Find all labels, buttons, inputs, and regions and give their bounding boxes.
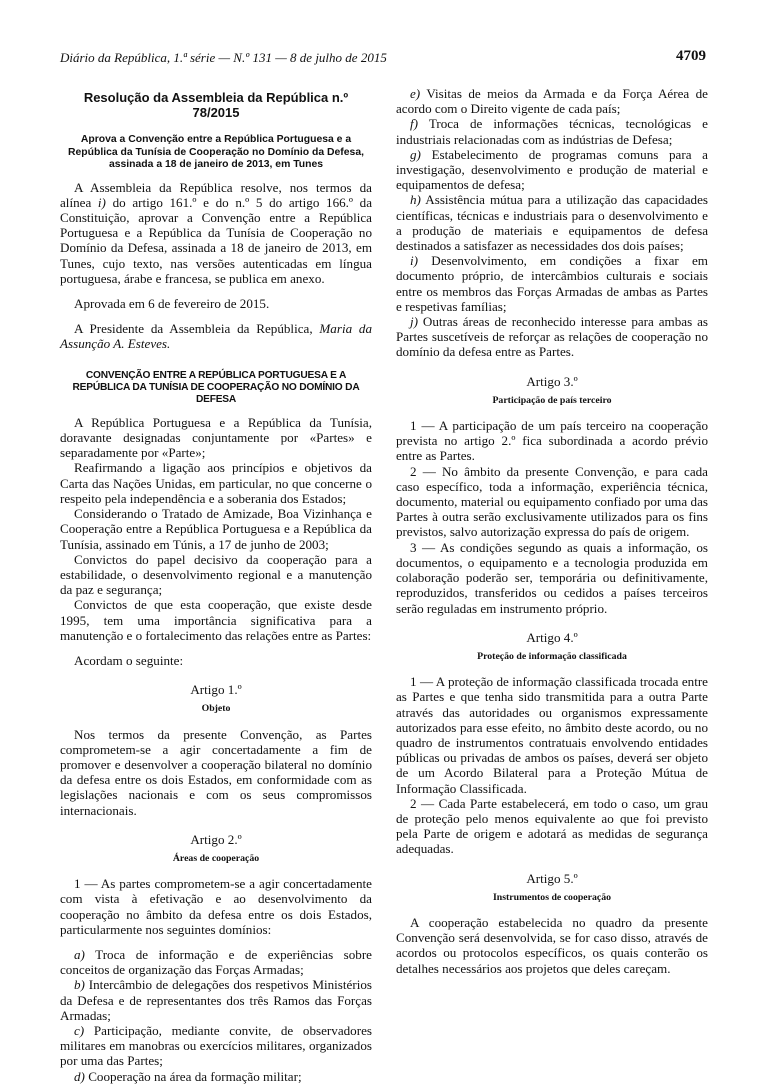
article-1-subheading: Objeto [201,703,231,715]
resolution-title: Resolução da Assembleia da República n.º 78/2015 [83,90,349,121]
article-4-heading: Artigo 4.º [526,629,578,645]
article-4-paragraph: 1 — A proteção de informação classificada trocada entre as Partes e que tenha sido transmitida para a outra Parte através das autoridades ou organismos expressamente autorizados para esse efeito, no âmbito deste acordo, ou no quadro de instrumentos contratuais envolvendo entidades públicas ou privadas de ambos os países, deverá ser objeto de um Acordo Bilateral para a Proteção Mútua de Informação Classificada. [396,674,708,796]
list-item: h) Assistência mútua para a utilização das capacidades científicas, técnicas e industriais para o desenvolvimento e a produção de materiais e equipamentos de defesa destinados a satisfazer as necessidades dos dois países; [396,192,708,254]
list-item: f) Troca de informações técnicas, tecnológicas e industriais relacionadas com as indústrias de Defesa; [396,116,708,147]
article-4-paragraph: 2 — Cada Parte estabelecerá, em todo o caso, um grau de proteção pelo menos equivalente ao que foi previsto pela Parte de origem e adotará as medidas de segurança adequadas. [396,795,708,857]
preamble-paragraph: Convictos do papel decisivo da cooperação para a estabilidade, o desenvolvimento regional e a manutenção da paz e segurança; [60,551,372,598]
resolution-subtitle: Aprova a Convenção entre a República Portuguesa e a República da Tunísia de Cooperação no Domínio da Defesa, assinada a 18 de janeiro de 2013, em Tunes [68,134,364,171]
list-item: b) Intercâmbio de delegações dos respetivos Ministérios da Defesa e de representantes dos três Ramos das Forças Armadas; [60,977,372,1023]
running-header: Diário da República, 1.ª série — N.º 131 — 8 de julho de 2015 [60,50,387,65]
article-3-subheading: Participação de país terceiro [492,394,612,406]
preamble-paragraph: Reafirmando a ligação aos princípios e objetivos da Carta das Nações Unidas, em particular, no que concerne o respeito pela independência e a soberania dos Estados; [60,460,372,506]
article-3-paragraph: 3 — As condições segundo as quais a informação, os documentos, o equipamento e a tecnologia produzida em colaboração poderão ser, temporária ou definitivamente, reproduzidos, transferidos ou cedidos a países terceiros serão reguladas em instrumento próprio. [396,539,708,616]
approval-date: Aprovada em 6 de fevereiro de 2015. [74,296,270,312]
article-2-intro: 1 — As partes comprometem-se a agir concertadamente com vista à efetivação e ao desenvolvimento da cooperação no âmbito da defesa entre os dois Estados, particularmente nos seguintes domínios: [60,876,372,937]
article-2-subheading: Áreas de cooperação [172,852,260,864]
resolution-body: A Assembleia da República resolve, nos termos da alínea i) do artigo 161.º e do n.º 5 do artigo 166.º da Constituição, aprovar a Convenção entre a República Portuguesa e a República da Tunísia de Cooperação no Domínio da Defesa, assinada a 18 de janeiro de 2013, em Tunes, cujo texto, nas versões autenticadas em língua portuguesa, árabe e francesa, se publica em anexo. [60,179,373,286]
list-item: a) Troca de informação e de experiências sobre conceitos de organização das Forças Armadas; [60,946,372,978]
preamble-paragraph: Convictos de que esta cooperação, que existe desde 1995, tem uma importância significativa para a manutenção e o fortalecimento das relações entre as Partes: [60,597,372,643]
article-2-heading: Artigo 2.º [190,831,242,847]
convention-title: CONVENÇÃO ENTRE A REPÚBLICA PORTUGUESA E A REPÚBLICA DA TUNÍSIA DE COOPERAÇÃO NO DOMÍNIO DA DEFESA [72,369,360,406]
page-number: 4709 [676,48,706,64]
article-3-paragraph: 1 — A participação de um país terceiro na cooperação prevista no artigo 2.º fica subordinada a acordo prévio entre as Partes. [396,418,708,464]
preamble-paragraph: A República Portuguesa e a República da Tunísia, doravante designadas conjuntamente por «Partes» e separadamente por «Parte»; [60,414,372,461]
president-signature: A Presidente da Assembleia da República, Maria da Assunção A. Esteves. [60,321,372,352]
list-item: j) Outras áreas de reconhecido interesse para ambas as Partes suscetíveis de reforçar as relações de cooperação no domínio da defesa entre as Partes. [396,314,708,360]
left-column [60,86,372,1084]
list-item: c) Participação, mediante convite, de observadores militares em manobras ou exercícios militares, organizados por uma das Partes; [60,1022,372,1069]
article-5-subheading: Instrumentos de cooperação [492,891,612,903]
list-item: d) Cooperação na área da formação militar; [74,1068,302,1084]
article-3-heading: Artigo 3.º [526,373,578,389]
preamble-paragraph: Considerando o Tratado de Amizade, Boa Vizinhança e Cooperação entre a República Portuguesa e a República da Tunísia, assinado em Túnis, a 17 de junho de 2003; [60,506,372,552]
article-4-subheading: Proteção de informação classificada [477,650,627,662]
list-item: e) Visitas de meios da Armada e da Força Aérea de acordo com o Direito vigente de cada país; [396,86,708,117]
list-item: g) Estabelecimento de programas comuns para a investigação, desenvolvimento e produção de material e equipamentos de defesa; [396,146,708,193]
article-5-heading: Artigo 5.º [526,870,578,886]
agreement-line: Acordam o seguinte: [74,652,184,668]
article-1-heading: Artigo 1.º [190,682,242,698]
list-item: i) Desenvolvimento, em condições a fixar em documento próprio, de intercâmbios culturais e sociais entre os membros das Forças Armadas de ambas as Partes e respetivas famílias; [396,253,708,314]
article-3-paragraph: 2 — No âmbito da presente Convenção, e para cada caso específico, toda a informação, experiência técnica, documento, material ou equipamento confiado por uma das Partes à outra serão exclusivamente utilizados para os fins previstos, salvo autorização expressa do país de origem. [396,463,708,540]
article-5-text: A cooperação estabelecida no quadro da presente Convenção será desenvolvida, se for caso disso, através de acordos ou protocolos específicos, os quais conterão os detalhes necessários aos projetos que deles careçam. [396,914,708,976]
right-column [396,86,708,976]
article-1-text: Nos termos da presente Convenção, as Partes comprometem-se a agir concertadamente a fim de promover e desenvolver a cooperação bilateral no domínio da defesa entre os dois Estados, em conformidade com as legislações nacionais e com os seus compromissos internacionais. [60,726,372,818]
